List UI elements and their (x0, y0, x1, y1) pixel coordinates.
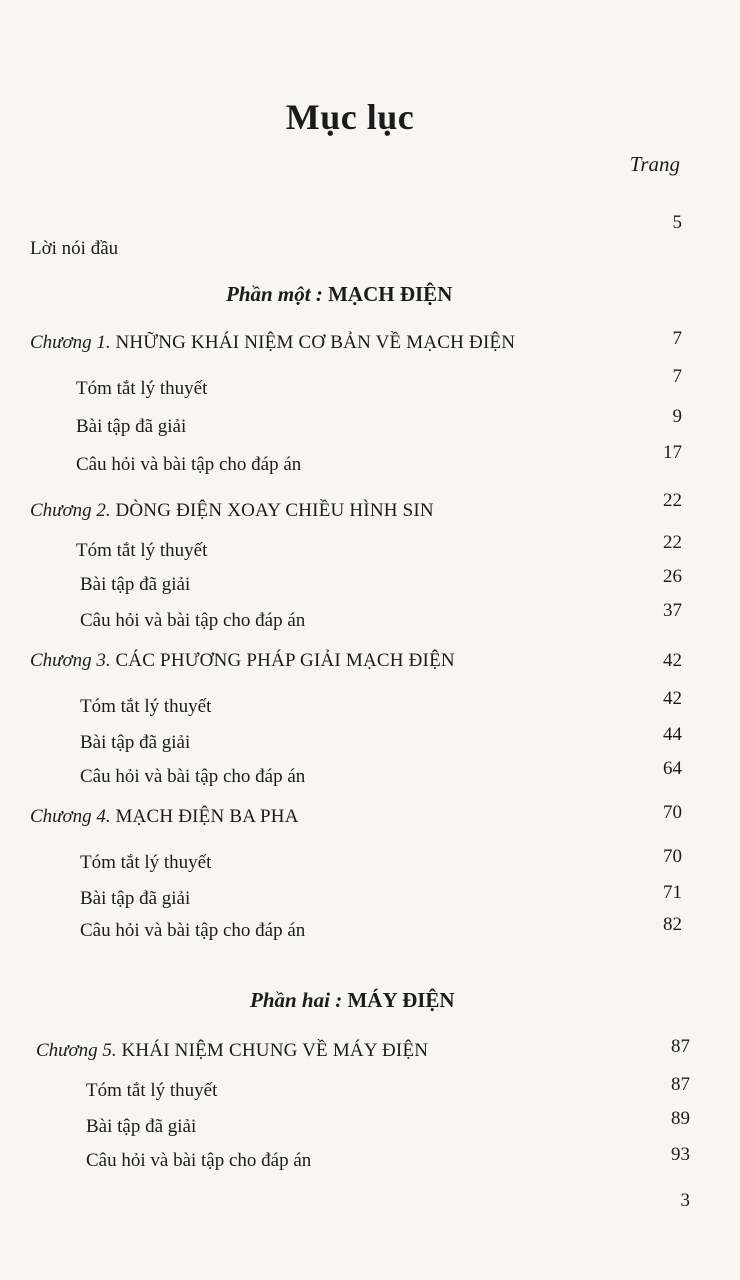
toc-chapter-4 (30, 802, 682, 828)
chapter-5-title: KHÁI NIỆM CHUNG VỀ MÁY ĐIỆN (121, 1040, 429, 1061)
part-1-name: MẠCH ĐIỆN (328, 282, 453, 306)
chapter-2-title: DÒNG ĐIỆN XOAY CHIỀU HÌNH SIN (115, 500, 434, 521)
chapter-3-page: 42 (663, 650, 682, 671)
toc-chapter-1 (30, 328, 682, 354)
chapter-5-page: 87 (671, 1036, 690, 1057)
chapter-3-number: Chương 3. (30, 650, 111, 671)
part-2-name: MÁY ĐIỆN (347, 988, 455, 1012)
toc-entry: Bài tập đã giải 9 (76, 406, 682, 437)
toc-entry: Tóm tắt lý thuyết 87 (86, 1074, 690, 1101)
part-heading-1 (226, 282, 452, 307)
chapter-4-number: Chương 4. (30, 806, 111, 827)
chapter-1-title: NHỮNG KHÁI NIỆM CƠ BẢN VỀ MẠCH ĐIỆN (115, 332, 516, 353)
page-title: Mục lục (285, 97, 415, 137)
toc-entry: Tóm tắt lý thuyết 42 (80, 688, 682, 717)
part-2-prefix: Phần hai : (250, 988, 343, 1012)
toc-chapter-2 (30, 490, 682, 521)
page-number: 3 (680, 1190, 690, 1211)
toc-entry: Câu hỏi và bài tập cho đáp án 37 (80, 600, 682, 631)
chapter-2-number: Chương 2. (30, 500, 111, 521)
toc-chapter-3 (30, 650, 682, 676)
preface-label: Lời nói đầu (30, 238, 119, 259)
chapter-1-number: Chương 1. (30, 332, 111, 353)
toc-entry: Tóm tắt lý thuyết 22 (76, 532, 682, 561)
toc-entry: Bài tập đã giải 44 (80, 724, 682, 753)
toc-entry: Bài tập đã giải 26 (80, 566, 682, 595)
chapter-3-title: CÁC PHƯƠNG PHÁP GIẢI MẠCH ĐIỆN (115, 650, 455, 671)
chapter-2-page: 22 (663, 490, 682, 511)
toc-chapter-5 (36, 1036, 690, 1062)
toc-entry: Tóm tắt lý thuyết 70 (80, 846, 682, 873)
toc-entry: Câu hỏi và bài tập cho đáp án 64 (80, 758, 682, 787)
chapter-4-page: 70 (663, 802, 682, 823)
toc-entry: Câu hỏi và bài tập cho đáp án 82 (80, 914, 682, 941)
chapter-5-number: Chương 5. (36, 1040, 117, 1061)
chapter-4-title: MẠCH ĐIỆN BA PHA (115, 806, 299, 827)
chapter-1-page: 7 (672, 328, 682, 349)
toc-entry: Bài tập đã giải 89 (86, 1108, 690, 1137)
toc-entry-preface (30, 212, 682, 259)
toc-entry: Bài tập đã giải 71 (80, 882, 682, 909)
page-column-header: Trang (629, 152, 680, 176)
part-heading-2 (250, 988, 455, 1013)
preface-page: 5 (672, 212, 682, 233)
toc-entry: Tóm tắt lý thuyết 7 (76, 366, 682, 399)
part-1-prefix: Phần một : (226, 282, 323, 306)
toc-entry: Câu hỏi và bài tập cho đáp án 17 (76, 442, 682, 475)
toc-entry: Câu hỏi và bài tập cho đáp án 93 (86, 1144, 690, 1171)
